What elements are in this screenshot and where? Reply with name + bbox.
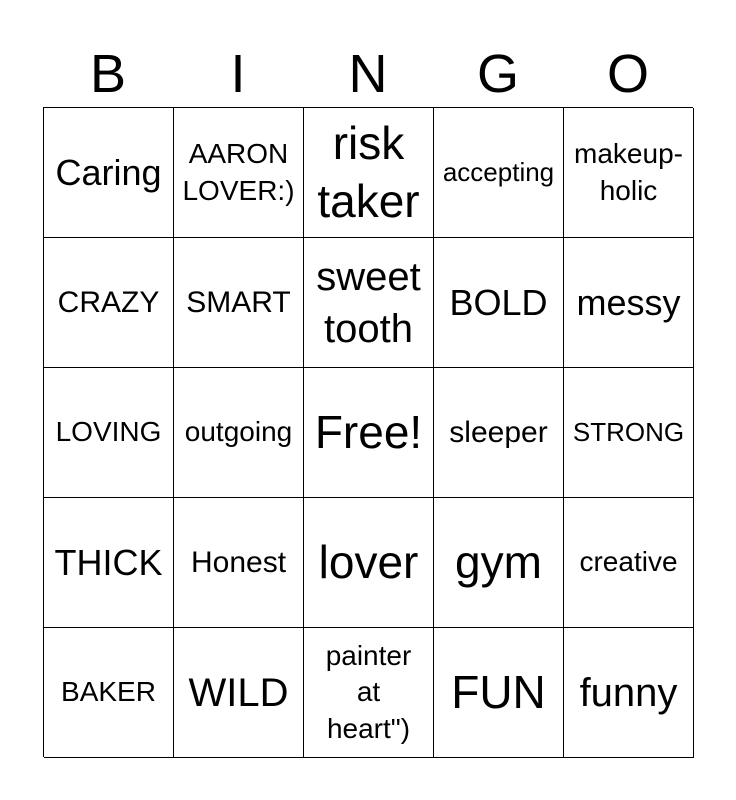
- cell-label: outgoing: [184, 416, 293, 448]
- bingo-cell[interactable]: [564, 628, 694, 758]
- bingo-cell[interactable]: [44, 238, 174, 368]
- bingo-cell[interactable]: [174, 108, 304, 238]
- cell-label: risk taker: [317, 117, 420, 227]
- cell-label: makeup- holic: [574, 138, 683, 206]
- bingo-cell[interactable]: [174, 238, 304, 368]
- cell-label: gym: [455, 535, 542, 588]
- cell-label: WILD: [188, 670, 289, 715]
- cell-label: SMART: [186, 285, 291, 319]
- cell-label: STRONG: [572, 417, 685, 448]
- cell-label: BOLD: [449, 281, 548, 323]
- bingo-header: [43, 40, 693, 108]
- bingo-cell[interactable]: [174, 368, 304, 498]
- cell-label: messy: [576, 281, 681, 323]
- bingo-cell[interactable]: [564, 498, 694, 628]
- cell-label: accepting: [442, 157, 555, 188]
- free-space-label: Free!: [314, 405, 423, 458]
- bingo-board: [43, 107, 693, 757]
- header-letter-i: I: [230, 44, 246, 104]
- bingo-cell[interactable]: [174, 498, 304, 628]
- cell-label: Caring: [55, 151, 162, 193]
- bingo-cell[interactable]: [304, 108, 434, 238]
- header-letter-n: N: [348, 44, 388, 104]
- bingo-cell[interactable]: [564, 108, 694, 238]
- bingo-cell[interactable]: [564, 368, 694, 498]
- bingo-cell[interactable]: [304, 238, 434, 368]
- header-letter-b: B: [89, 44, 127, 104]
- bingo-cell[interactable]: [44, 498, 174, 628]
- header-letter-o: O: [606, 44, 649, 104]
- header-letter-g: G: [476, 44, 519, 104]
- cell-label: THICK: [54, 541, 163, 583]
- bingo-cell[interactable]: [304, 498, 434, 628]
- cell-label: FUN: [451, 665, 546, 718]
- cell-label: LOVING: [55, 416, 162, 448]
- cell-label: AARON LOVER:): [182, 138, 295, 206]
- cell-label: Honest: [190, 545, 287, 579]
- bingo-cell[interactable]: [174, 628, 304, 758]
- cell-label: sleeper: [449, 415, 548, 449]
- cell-label: creative: [579, 546, 678, 578]
- cell-label: lover: [318, 535, 419, 588]
- bingo-cell[interactable]: [44, 628, 174, 758]
- bingo-cell[interactable]: [434, 238, 564, 368]
- cell-label: CRAZY: [57, 285, 160, 319]
- cell-label: funny: [579, 670, 678, 715]
- bingo-cell[interactable]: [434, 628, 564, 758]
- bingo-cell[interactable]: [434, 108, 564, 238]
- cell-label: painter at heart"): [325, 639, 412, 744]
- bingo-cell[interactable]: [564, 238, 694, 368]
- bingo-cell[interactable]: [44, 368, 174, 498]
- bingo-cell[interactable]: [434, 498, 564, 628]
- bingo-cell[interactable]: [44, 108, 174, 238]
- free-space-cell[interactable]: [304, 368, 434, 498]
- cell-label: sweet tooth: [316, 254, 421, 351]
- cell-label: BAKER: [61, 676, 156, 708]
- bingo-cell[interactable]: [304, 628, 434, 758]
- bingo-cell[interactable]: [434, 368, 564, 498]
